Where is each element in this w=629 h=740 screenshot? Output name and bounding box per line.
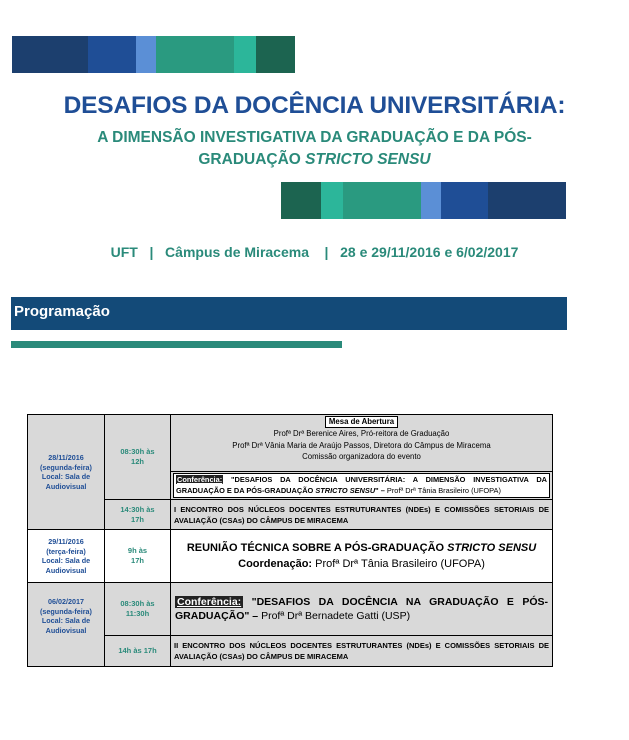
day3-local — [28, 616, 104, 635]
conference-title-end: " – — [375, 485, 385, 495]
subtitle-line-1: A DIMENSÃO INVESTIGATIVA DA GRADUAÇÃO E DA PÓS- — [97, 129, 532, 146]
mesa-member: Comissão organizadora do evento — [302, 452, 421, 461]
conference-label: Conferência: — [177, 596, 242, 608]
table-row — [28, 583, 553, 636]
day3-local-value: Sala de Audiovisual — [45, 616, 91, 635]
day2-local — [28, 556, 104, 575]
strip-block — [343, 182, 421, 219]
day3-slot2-cell — [171, 636, 553, 667]
conference-title: "DESAFIOS DA DOCÊNCIA UNIVERSITÁRIA: A DIMENSÃO INVESTIGATIVA DA GRADUAÇÃO E DA PÓS-GRADUAÇÃO — [176, 475, 547, 495]
mesa-title: Mesa de Abertura — [325, 416, 398, 428]
day1-local-label: Local: — [41, 472, 63, 481]
page-title: DESAFIOS DA DOCÊNCIA UNIVERSITÁRIA: — [63, 92, 566, 119]
strip-block — [321, 182, 343, 219]
subtitle-line-2-text: GRADUAÇÃO — [198, 151, 306, 168]
day3-local-label: Local: — [41, 616, 63, 625]
day1-slot2-time-end: 17h — [131, 514, 144, 524]
day1-date-cell — [28, 415, 105, 530]
day1-slot1-time-start: 08:30h às — [120, 447, 155, 456]
day3-date-cell — [28, 583, 105, 667]
day2-weekday: (terça-feira) — [46, 546, 86, 556]
day2-coord-label: Coordenação: — [238, 558, 313, 570]
day1-slot2-time-start: 14:30h às — [120, 504, 155, 514]
day2-coord-name: Profª Drª Tânia Brasileiro (UFOPA) — [312, 558, 485, 570]
day2-date-cell — [28, 530, 105, 583]
day3-conference — [171, 595, 552, 623]
day1-slot1-time — [105, 415, 171, 500]
day1-slot2-cell — [171, 500, 553, 530]
day2-content-cell — [171, 530, 553, 583]
mesa-member: Profª Drª Vânia Maria de Araújo Passos, Diretora do Câmpus de Miracema — [232, 440, 491, 450]
strip-block — [281, 182, 321, 219]
day3-date: 06/02/2017 — [48, 597, 84, 606]
day1-date: 28/11/2016 — [48, 453, 84, 462]
day1-slot1-time-end: 12h — [131, 457, 144, 466]
conference-speaker: Profª Drª Tânia Brasileiro (UFOPA) — [384, 485, 501, 495]
day1-local-value: Sala de Audiovisual — [45, 472, 91, 491]
strip-block — [256, 36, 295, 73]
day1-conference — [173, 473, 550, 498]
conference-speaker: Profª Drª Bernadete Gatti (USP) — [258, 610, 411, 622]
table-row — [28, 500, 553, 530]
conference-title-italic: STRICTO SENSU — [315, 485, 376, 495]
day3-slot1-time — [105, 583, 171, 636]
section-divider — [11, 341, 342, 348]
day1-slot2-time — [105, 500, 171, 530]
day3-slot2-time: 14h às 17h — [105, 636, 171, 667]
day1-slot2-text: I ENCONTRO DOS NÚCLEOS DOCENTES ESTRUTURANTES (NDEs) E COMISSÕES SETORIAIS DE AVALIAÇÃO (CSAs) DO CÂMPUS DE MIRACEMA — [174, 504, 549, 525]
day3-weekday: (segunda-feira) — [40, 606, 92, 616]
conference-title: "DESAFIOS DA DOCÊNCIA NA GRADUAÇÃO E PÓS-GRADUAÇÃO" – — [175, 596, 548, 622]
conference-label: Conferência: — [177, 475, 223, 484]
strip-block — [421, 182, 441, 219]
day2-time — [105, 530, 171, 583]
day3-slot1-time-end: 11:30h — [125, 609, 150, 618]
day2-local-value: Sala de Audiovisual — [45, 556, 91, 575]
day3-slot2-text: II ENCONTRO DOS NÚCLEOS DOCENTES ESTRUTURANTES (NDEs) E COMISSÕES SETORIAIS DE AVALIAÇÃO (CSAs) DO CÂMPUS DE MIRACEMA — [174, 641, 549, 661]
event-info-line: UFT | Câmpus de Miracema | 28 e 29/11/2016 e 6/02/2017 — [110, 244, 519, 260]
table-row — [28, 636, 553, 667]
day1-weekday: (segunda-feira) — [40, 462, 92, 472]
day2-time-start: 9h às — [127, 546, 148, 555]
day2-coordination — [171, 556, 552, 572]
strip-block — [88, 36, 136, 73]
schedule-table — [27, 414, 553, 667]
day2-meeting-text: REUNIÃO TÉCNICA SOBRE A PÓS-GRADUAÇÃO — [186, 542, 448, 554]
strip-block — [441, 182, 488, 219]
subtitle-line-2 — [0, 149, 629, 171]
strip-block — [136, 36, 156, 73]
subtitle-line-2-italic: STRICTO SENSU — [305, 151, 431, 168]
mesa-member: Profª Drª Berenice Aires, Pró-reitora de Graduação — [273, 429, 450, 438]
strip-block — [234, 36, 256, 73]
day2-time-end: 17h — [131, 556, 144, 565]
day2-local-label: Local: — [41, 556, 63, 565]
table-row — [28, 415, 553, 472]
day2-date: 29/11/2016 — [48, 537, 84, 546]
table-row — [28, 530, 553, 583]
day3-conference-cell — [171, 583, 553, 636]
day2-meeting-italic: STRICTO SENSU — [447, 542, 537, 554]
page-subtitle — [0, 127, 629, 171]
day2-meeting-title — [171, 540, 552, 556]
strip-block — [488, 182, 566, 219]
strip-block — [156, 36, 234, 73]
day1-conference-cell — [171, 472, 553, 500]
day1-mesa-cell — [171, 415, 553, 472]
section-title-programacao: Programação — [11, 297, 567, 330]
day3-slot1-time-start: 08:30h às — [120, 599, 155, 608]
strip-block — [12, 36, 88, 73]
day1-local — [28, 472, 104, 491]
